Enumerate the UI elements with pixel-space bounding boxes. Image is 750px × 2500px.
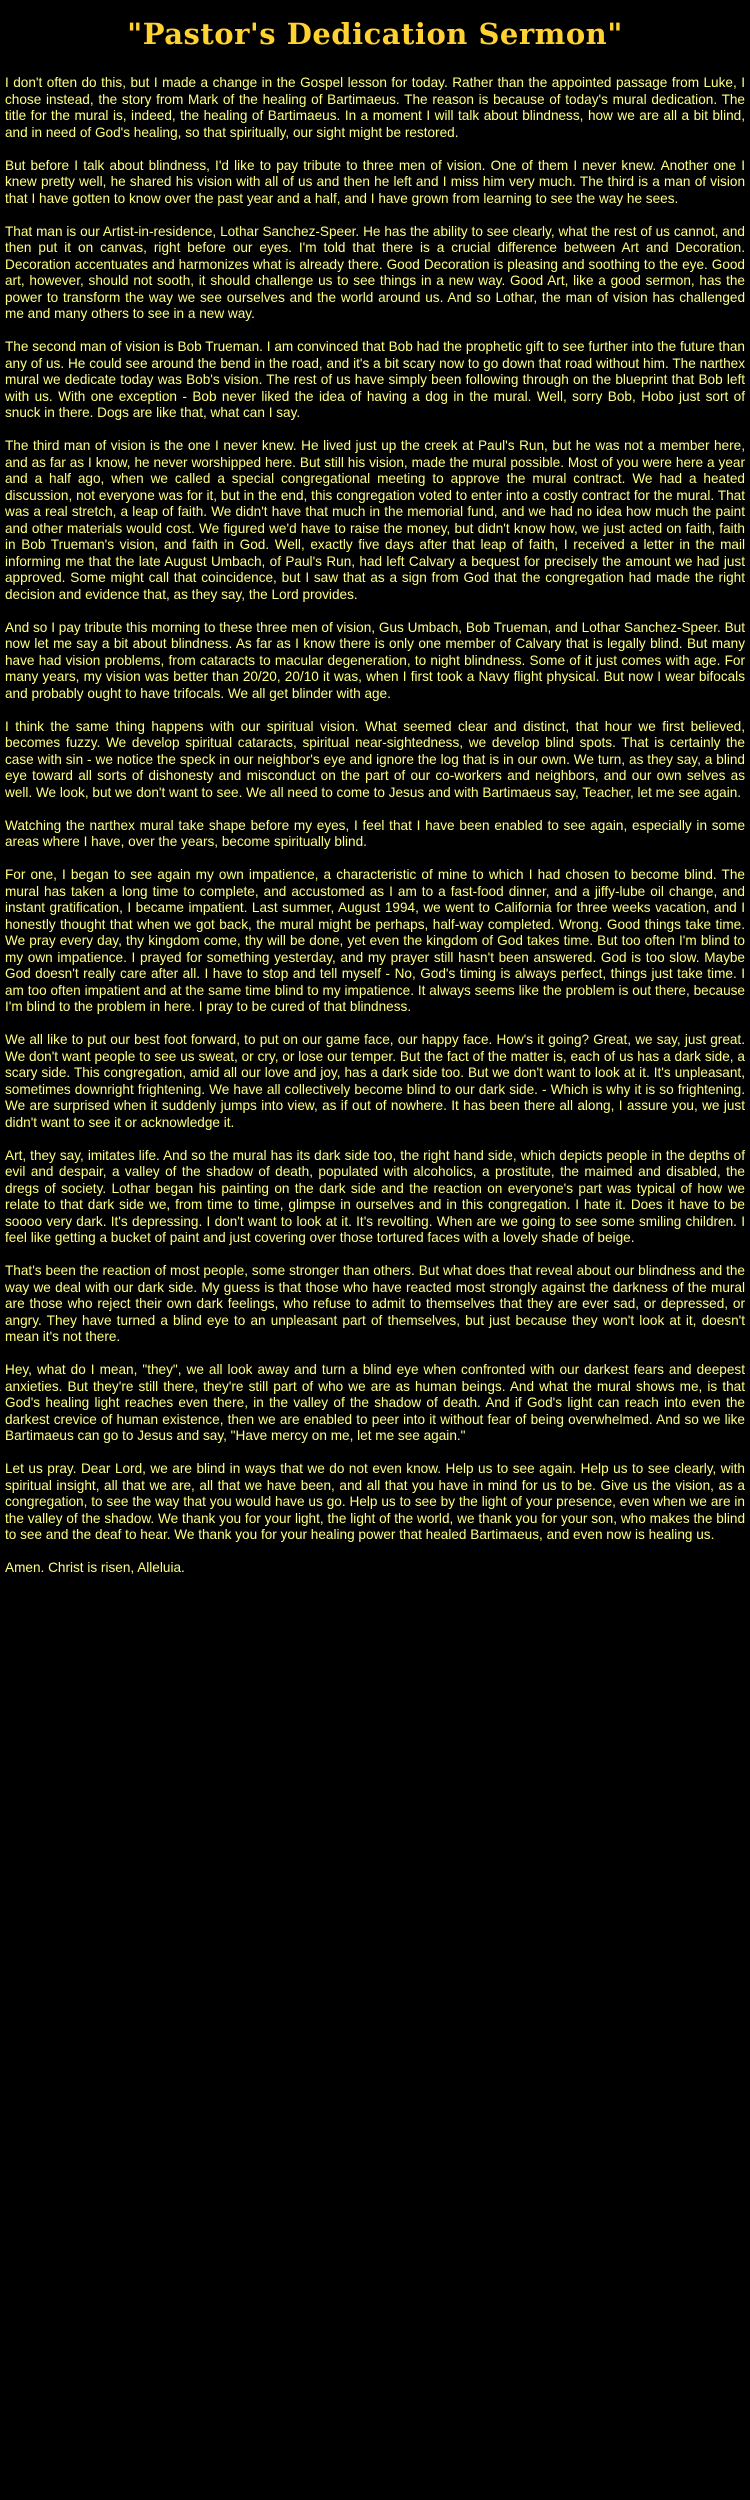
sermon-paragraph: But before I talk about blindness, I'd like to pay tribute to three men of vision. One of them I never knew. Another one I knew pretty well, he shared his vision with all of us and then he left and I miss him very much. The third is a man of vision that I have gotten to know over the past year and a half, and I have grown from learning to see the way he sees. <box>5 157 745 206</box>
sermon-paragraph: Hey, what do I mean, "they", we all look away and turn a blind eye when confronted with our darkest fears and deepest anxieties. But they're still there, they're still part of who we are as human beings. And what the mural shows me, is that God's healing light reaches even there, in the valley of the shadow of death. And if God's light can reach into even the darkest crevice of human existence, then we are enabled to peer into it without fear of being overwhelmed. And so we like Bartimaeus can go to Jesus and say, "Have mercy on me, let me see again." <box>5 1362 745 1443</box>
closing-prayer: Let us pray. Dear Lord, we are blind in ways that we do not even know. Help us to see again. Help us to see clearly, with spiritual insight, all that we are, all that we have been, and all that you have in mind for us to be. Give us the vision, as a congregation, to see the way that you would have us go. Help us to see by the light of your presence, even when we are in the valley of the shadow. We thank you for your light, the light of the world, we thank you for your son, who makes the blind to see and the deaf to hear. We thank you for your healing power that healed Bartimaeus, and even now is healing us. <box>5 1461 745 1542</box>
sermon-paragraph: I think the same thing happens with our spiritual vision. What seemed clear and distinct, that hour we first believed, becomes fuzzy. We develop spiritual cataracts, spiritual near-sightedness, we develop blind spots. That is certainly the case with sin - we notice the speck in our neighbor's eye and ignore the log that is in our own. We turn, as they say, a blind eye toward all sorts of dishonesty and misconduct on the part of our co-workers and neighbors, and our own selves as well. We look, but we don't want to see. We all need to come to Jesus and with Bartimaeus say, Teacher, let me see again. <box>5 718 745 800</box>
sermon-paragraph: For one, I began to see again my own impatience, a characteristic of mine to which I had chosen to become blind. The mural has taken a long time to complete, and accustomed as I am to a fast-food dinner, and a jiffy-lube oil change, and instant gratification, I became impatient. Last summer, August 1994, we went to California for three weeks vacation, and I honestly thought that when we got back, the mural might be perhaps, half-way completed. Wrong. Good things take time. We pray every day, thy kingdom come, thy will be done, yet even the kingdom of God takes time. But too often I'm blind to my own impatience. I prayed for something yesterday, and my prayer still hasn't been answered. God is too slow. Maybe God doesn't really care after all. I have to stop and tell myself - No, God's timing is always perfect, things just take time. I am too often impatient and at the same time blind to my impatience. It always seems like the problem is out there, because I'm blind to the problem in here. I pray to be cured of that blindness. <box>5 867 745 1014</box>
sermon-paragraph: I don't often do this, but I made a change in the Gospel lesson for today. Rather than the appointed passage from Luke, I chose instead, the story from Mark of the healing of Bartimaeus. The reason is because of today's mural dedication. The title for the mural is, indeed, the healing of Bartimaeus. In a moment I will talk about blindness, how we are all a bit blind, and in need of God's healing, so that spiritually, our sight might be restored. <box>5 75 745 140</box>
sermon-paragraph: Art, they say, imitates life. And so the mural has its dark side too, the right hand side, which depicts people in the depths of evil and despair, a valley of the shadow of death, populated with alcoholics, a prostitute, the maimed and disabled, the dregs of society. Lothar began his painting on the dark side and the reaction on everyone's part was typical of how we relate to that dark side we, from time to time, glimpse in ourselves and in this congregation. I hate it. Does it have to be soooo very dark. It's depressing. I don't want to look at it. It's revolting. When are we going to see some smiling children. I feel like getting a bucket of paint and just covering over those tortured faces with a lovely shade of beige. <box>5 1147 745 1245</box>
sermon-paragraph: The third man of vision is the one I never knew. He lived just up the creek at Paul's Run, but he was not a member here, and as far as I know, he never worshipped here. But still his vision, made the mural possible. Most of you were here a year and a half ago, when we called a special congregational meeting to approve the mural contract. We had a heated discussion, not everyone was for it, but in the end, this congregation voted to enter into a costly contract for the mural. That was a real stretch, a leap of faith. We didn't have that much in the memorial fund, and we had no idea how much the paint and other materials would cost. We figured we'd have to raise the money, but didn't know how, we just acted on faith, faith in Bob Trueman's vision, and faith in God. Well, exactly five days after that leap of faith, I received a letter in the mail informing me that the late August Umbach, of Paul's Run, had left Calvary a bequest for precisely the amount we had just approved. Some might call that coincidence, but I saw that as a sign from God that the congregation had made the right decision and evidence that, as they say, the Lord provides. <box>5 438 745 602</box>
sermon-paragraph: The second man of vision is Bob Trueman. I am convinced that Bob had the prophetic gift to see further into the future than any of us. He could see around the bend in the road, and it's a bit scary now to go down that road without him. The narthex mural we dedicate today was Bob's vision. The rest of us have simply been following through on the blueprint that Bob left with us. With one exception - Bob never liked the idea of having a dog in the mural. Well, sorry Bob, Hobo just sort of snuck in there. Dogs are like that, what can I say. <box>5 339 745 420</box>
sermon-body <box>5 75 745 1577</box>
sermon-paragraph: And so I pay tribute this morning to these three men of vision, Gus Umbach, Bob Trueman, and Lothar Sanchez-Speer. But now let me say a bit about blindness. As far as I know there is only one member of Calvary that is legally blind. But many have had vision problems, from cataracts to macular degeneration, to night blindness. Some of it just comes with age. For many years, my vision was better than 20/20, 20/10 it was, when I first took a Navy flight physical. But now I wear bifocals and probably ought to have trifocals. We all get blinder with age. <box>5 619 745 701</box>
closing-line: Amen. Christ is risen, Alleluia. <box>5 1560 185 1575</box>
sermon-paragraph: We all like to put our best foot forward, to put on our game face, our happy face. How's it going? Great, we say, just great. We don't want people to see us sweat, or cry, or lose our temper. But the fact of the matter is, each of us has a dark side, a scary side. This congregation, amid all our love and joy, has a dark side too. But we don't want to look at it. It's unpleasant, sometimes downright frightening. We have all collectively become blind to our dark side. - Which is why it is so frightening. We are surprised when it suddenly jumps into view, as if out of nowhere. It has been there all along, I assure you, we just didn't want to see it or acknowledge it. <box>5 1032 745 1130</box>
sermon-paragraph: Watching the narthex mural take shape before my eyes, I feel that I have been enabled to see again, especially in some areas where I have, over the years, become spiritually blind. <box>5 817 745 849</box>
page-title: "Pastor's Dedication Sermon" <box>127 17 623 51</box>
sermon-paragraph: That's been the reaction of most people, some stronger than others. But what does that reveal about our blindness and the way we deal with our dark side. My guess is that those who have reacted most strongly against the darkness of the mural are those who reject their own dark feelings, who refuse to admit to themselves that they are ever sad, or depressed, or angry. They have turned a blind eye to an unpleasant part of themselves, but just because they won't look at it, doesn't mean it's not there. <box>5 1263 745 1344</box>
sermon-paragraph: That man is our Artist-in-residence, Lothar Sanchez-Speer. He has the ability to see clearly, what the rest of us cannot, and then put it on canvas, right before our eyes. I'm told that there is a crucial difference between Art and Decoration. Decoration accentuates and harmonizes what is already there. Good Decoration is pleasing and soothing to the eye. Good art, however, should not sooth, it should challenge us to see things in a new way. Good Art, like a good sermon, has the power to transform the way we see ourselves and the world around us. And so Lothar, the man of vision has challenged me and many others to see in a new way. <box>5 223 745 321</box>
